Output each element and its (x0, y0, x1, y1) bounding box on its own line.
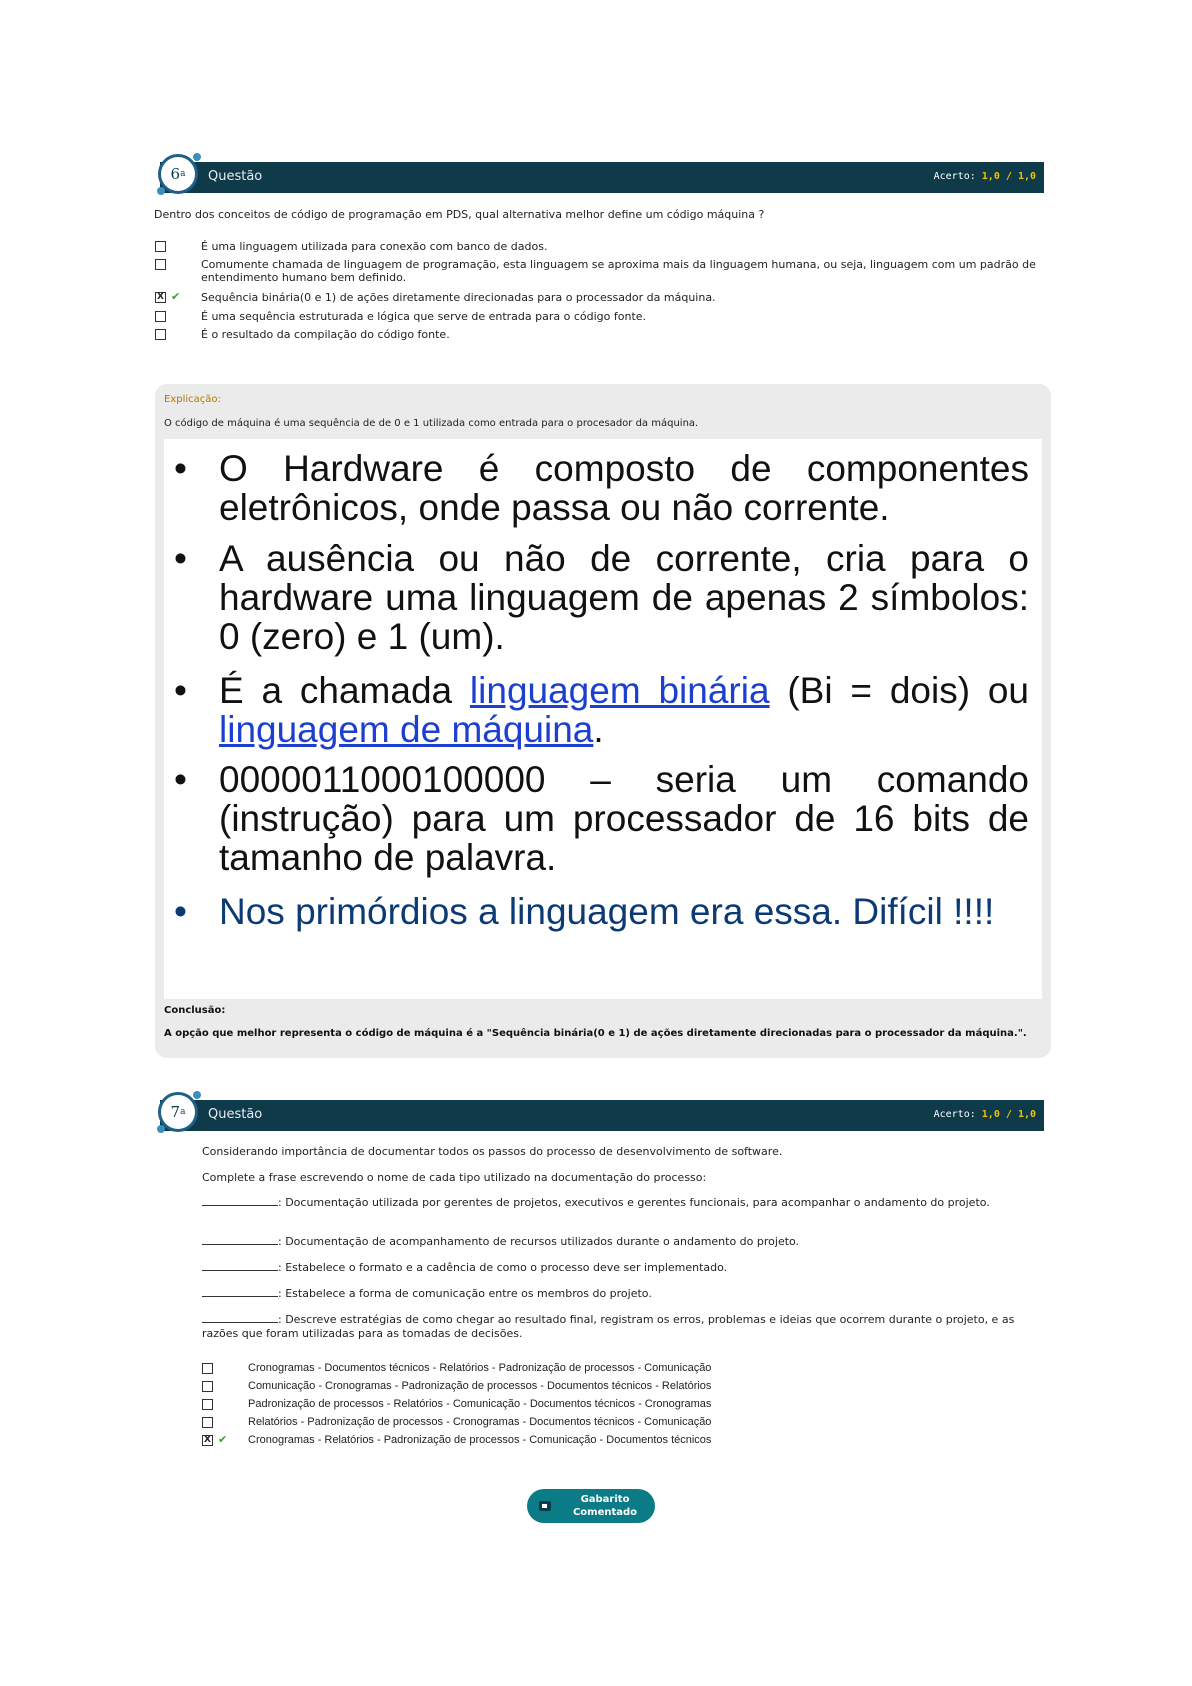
gabarito-comentado-button[interactable] (527, 1489, 655, 1523)
correct-check-icon: ✔ (171, 290, 181, 303)
link-linguagem-binaria[interactable]: linguagem binária (469, 670, 770, 711)
option-text: Cronogramas - Documentos técnicos - Relatórios - Padronização de processos - Comunicação (248, 1362, 712, 1374)
option-checkbox[interactable] (155, 259, 166, 270)
option-text: Comumente chamada de linguagem de programação, esta linguagem se aproxima mais da linguagem humana, ou seja, linguagem com um padrão de entendimento humano bem definido. (201, 258, 1036, 284)
option-checkbox[interactable] (202, 1381, 213, 1392)
option-checkbox[interactable] (155, 311, 166, 322)
explanation-panel (155, 384, 1051, 1058)
question-label: Questão (208, 1107, 263, 1122)
option-text: Padronização de processos - Relatórios - Comunicação - Documentos técnicos - Cronogramas (248, 1398, 712, 1410)
question-6-prompt: Dentro dos conceitos de código de programação em PDS, qual alternativa melhor define um código máquina ? (154, 208, 765, 221)
blank-line (202, 1287, 278, 1297)
fill-in-sentence: : Estabelece a forma de comunicação entre os membros do projeto. (202, 1287, 1022, 1301)
explanation-text: O código de máquina é uma sequência de de 0 e 1 utilizada como entrada para o procesador da máquina. (164, 418, 699, 429)
gabarito-button-label: Gabarito Comentado (572, 1494, 638, 1518)
question-label: Questão (208, 169, 263, 184)
blank-line (202, 1313, 278, 1323)
question-6-header (160, 162, 1044, 193)
option-checkbox[interactable] (202, 1363, 213, 1374)
fill-in-sentence: : Estabelece o formato e a cadência de como o processo deve ser implementado. (202, 1261, 1022, 1275)
explanation-slide-image: • O Hardware é composto de componentes eletrônicos, onde passa ou não corrente. • A ausência ou não de corrente, cria para o hardware uma linguagem de apenas 2 símbolos: 0 (zero) e 1 (um). • É a chamada linguagem binária (Bi = dois) ou linguagem de máquina. • 0000011000100000 – seria um comando (instrução) para um processador de 16 bits de tamanho de palavra. • Nos primórdios a linguagem era essa. Difícil !!!! (164, 439, 1042, 999)
question-7-header (160, 1100, 1044, 1131)
option-checkbox[interactable] (202, 1399, 213, 1410)
option-text: Sequência binária(0 e 1) de ações diretamente direcionadas para o processador da máquina. (201, 291, 716, 304)
option-text: É uma linguagem utilizada para conexão com banco de dados. (201, 240, 548, 253)
option-text: Comunicação - Cronogramas - Padronização de processos - Documentos técnicos - Relatórios (248, 1380, 712, 1392)
option-checkbox-checked[interactable]: X (202, 1435, 213, 1446)
blank-line (202, 1261, 278, 1271)
link-linguagem-de-maquina[interactable]: linguagem de máquina (219, 709, 594, 750)
option-text: Relatórios - Padronização de processos - Cronogramas - Documentos técnicos - Comunicação (248, 1416, 712, 1428)
blank-line (202, 1196, 278, 1206)
option-checkbox[interactable] (155, 241, 166, 252)
score-display: Acerto: 1,0 / 1,0 (933, 1109, 1036, 1120)
conclusion-label: Conclusão: (164, 1005, 226, 1016)
fill-in-sentence: : Documentação utilizada por gerentes de projetos, executivos e gerentes funcionais, para acompanhar o andamento do projeto. (202, 1196, 1022, 1210)
option-checkbox-checked[interactable]: X (155, 292, 166, 303)
question-number-badge: 7 a (158, 1092, 198, 1132)
fill-in-sentence: : Documentação de acompanhamento de recursos utilizados durante o andamento do projeto. (202, 1235, 1022, 1249)
blank-line (202, 1235, 278, 1245)
correct-check-icon: ✔ (218, 1433, 228, 1446)
option-checkbox[interactable] (202, 1417, 213, 1428)
score-display: Acerto: 1,0 / 1,0 (933, 171, 1036, 182)
question-7-instruction: Complete a frase escrevendo o nome de cada tipo utilizado na documentação do processo: (202, 1171, 707, 1184)
question-7-intro: Considerando importância de documentar todos os passos do processo de desenvolvimento de software. (202, 1145, 783, 1158)
fill-in-sentence: : Descreve estratégias de como chegar ao resultado final, registram os erros, problemas e ideias que ocorrem durante o projeto, e as razões que foram utilizadas para as tomadas de decisões. (202, 1313, 1015, 1340)
question-number-badge: 6 a (158, 154, 198, 194)
option-text: É o resultado da compilação do código fonte. (201, 328, 450, 341)
explanation-label: Explicação: (164, 394, 221, 405)
option-checkbox[interactable] (155, 329, 166, 340)
conclusion-text: A opção que melhor representa o código de máquina é a "Sequência binária(0 e 1) de ações diretamente direcionadas para o processador da máquina.". (164, 1028, 1027, 1039)
option-text: É uma sequência estruturada e lógica que serve de entrada para o código fonte. (201, 310, 647, 323)
option-text: Cronogramas - Relatórios - Padronização de processos - Comunicação - Documentos técnicos (248, 1434, 712, 1446)
video-icon (539, 1501, 551, 1511)
